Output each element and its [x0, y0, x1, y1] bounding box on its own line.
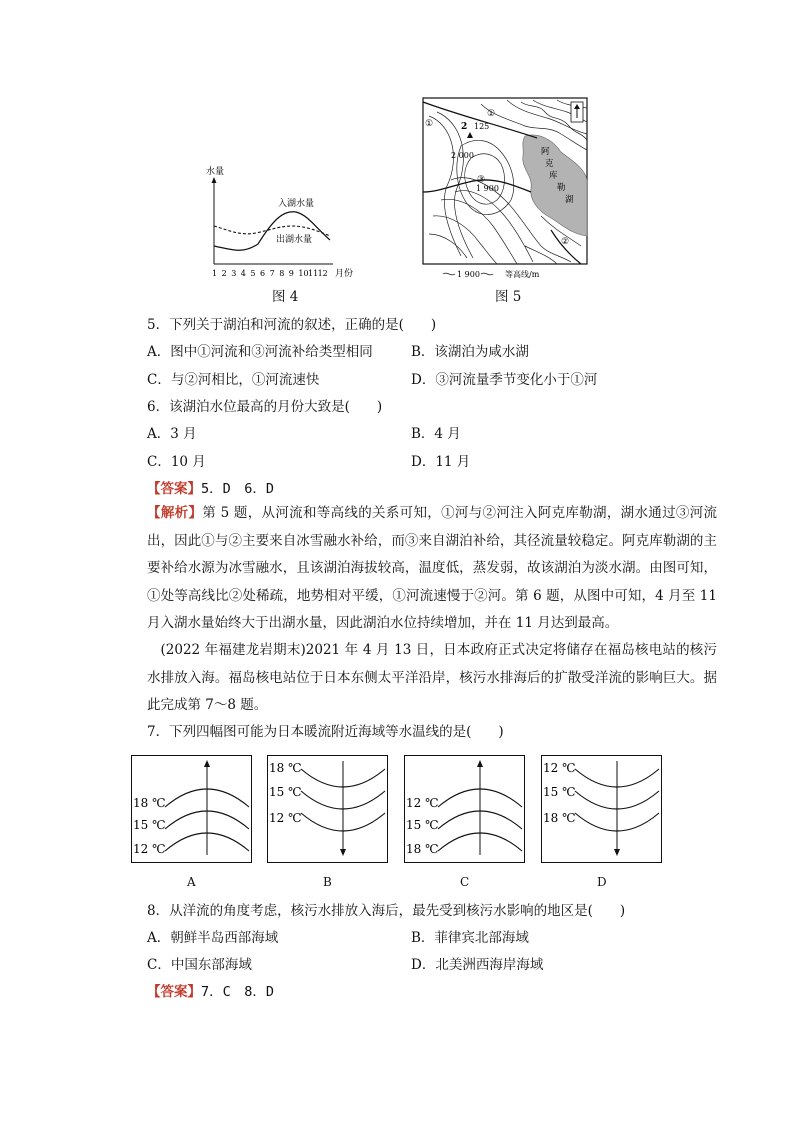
svg-text:库: 库	[549, 171, 558, 181]
river-3-label: ③	[477, 175, 486, 185]
panel-letter-a: A	[187, 875, 196, 889]
isotherm-label: 15 ℃	[543, 785, 576, 799]
q8-option-a: A．朝鲜半岛西部海域	[147, 930, 279, 946]
material-paragraph: (2022 年福建龙岩期末)2021 年 4 月 13 日，日本政府正式决定将储存在福岛核电站的核污水排放入海。福岛核电站位于日本东侧太平洋沿岸，核污水排海后的扩散受洋流的影响巨大。据此完成第 7～8 题。	[147, 642, 717, 713]
q6-option-c: C．10 月	[147, 454, 206, 470]
analysis-text: 第 5 题，从河流和等高线的关系可知，①河与②河注入阿克库勒湖，湖水通过③河流出，因此①与②主要来自冰雪融水补给，而③来自湖泊补给，其径流量较稳定。阿克库勒湖的主要补给水源为冰雪融水，且该湖泊海拔较高，温度低，蒸发弱，故该湖泊为淡水湖。由图可知，①处等高线比②处稀疏，地势相对平缓，①河流速慢于②河。第 6 题，从图中可知，4 月至 11 月入湖水量始终大于出湖水量，因此湖泊水位持续增加，并在 11 月达到最高。	[147, 505, 718, 631]
isotherm-label: 15 ℃	[269, 785, 302, 799]
q5-option-a: A．图中①河流和③河流补给类型相同	[147, 344, 373, 360]
panel-letter-d: D	[597, 875, 607, 889]
isotherm-label: 18 ℃	[269, 761, 302, 775]
figure-4-chart	[198, 160, 368, 282]
q5-option-b: B．该湖泊为咸水湖	[411, 344, 529, 360]
month-tick-5: 5	[250, 269, 256, 278]
answer-tag: 【答案】	[147, 984, 201, 1000]
month-tick-12: 12	[317, 269, 328, 278]
panel-letter-c: C	[460, 875, 470, 889]
month-tick-11: 11	[308, 269, 319, 278]
answer-text: 7．C 8．D	[201, 984, 275, 1000]
contour-1900-label: 1 900	[476, 184, 499, 193]
q5-stem: 5．下列关于湖泊和河流的叙述，正确的是( )	[147, 317, 437, 333]
q8-option-b: B．菲律宾北部海域	[411, 930, 529, 946]
answer-tag: 【答案】	[147, 481, 201, 497]
isotherm-label: 12 ℃	[543, 761, 576, 775]
q8-option-c: C．中国东部海域	[147, 957, 252, 973]
inflow-curve	[214, 212, 330, 251]
isotherm-label: 12 ℃	[269, 811, 302, 825]
isotherm-label: 12 ℃	[133, 842, 166, 856]
legend-text: 等高线/m	[505, 270, 540, 279]
month-tick-1: 1	[212, 269, 218, 278]
month-tick-6: 6	[260, 269, 266, 278]
q6-option-d: D．11 月	[411, 454, 471, 470]
analysis-tag: 【解析】	[147, 505, 203, 521]
q5-option-d: D．③河流量季节变化小于①河	[411, 372, 598, 388]
svg-text:克: 克	[545, 159, 554, 169]
q5-option-c: C．与②河相比，①河流速快	[147, 372, 320, 388]
isotherm-label: 15 ℃	[133, 818, 166, 832]
svg-text:湖: 湖	[565, 195, 574, 205]
q6-stem: 6．该湖泊水位最高的月份大致是( )	[147, 399, 383, 415]
outflow-curve	[214, 226, 330, 236]
river-1-label: ①	[487, 109, 496, 119]
isotherm-label: 18 ℃	[543, 811, 576, 825]
outflow-label: 出湖水量	[276, 235, 313, 245]
q8-stem: 8．从洋流的角度考虑，核污水排放入海后，最先受到核污水影响的地区是( )	[147, 903, 626, 919]
answer-text: 5．D 6．D	[201, 481, 275, 497]
month-tick-labels	[212, 269, 328, 278]
isotherm-label: 12 ℃	[406, 796, 439, 810]
peak-prefix: 2	[461, 122, 468, 132]
isotherm-panel-d	[541, 755, 662, 863]
river-1-label-left: ①	[425, 119, 434, 129]
river-2-label: ②	[561, 237, 570, 247]
month-tick-9: 9	[288, 269, 294, 278]
isotherm-label: 18 ℃	[406, 842, 439, 856]
q6-option-b: B．4 月	[411, 426, 461, 442]
month-tick-4: 4	[240, 269, 246, 278]
isotherm-panel-b	[267, 755, 388, 863]
contour-2000-label: 2 000	[451, 151, 474, 160]
svg-text:勒: 勒	[557, 183, 566, 193]
month-tick-2: 2	[221, 269, 227, 278]
isotherm-panel-c	[404, 755, 525, 863]
fig4-caption: 图 4	[272, 289, 299, 305]
legend-line-value: 1 900	[457, 270, 480, 279]
analysis-paragraph	[147, 500, 717, 638]
fig5-caption: 图 5	[495, 289, 522, 305]
q8-option-d: D．北美洲西海岸海域	[411, 957, 544, 973]
figure-5-map	[421, 96, 591, 282]
q7-stem: 7．下列四幅图可能为日本暖流附近海域等水温线的是( )	[147, 724, 504, 740]
isotherm-label: 15 ℃	[406, 818, 439, 832]
fig4-ylabel: 水量	[206, 167, 225, 177]
month-tick-10: 10	[298, 269, 309, 278]
svg-text:阿: 阿	[541, 147, 550, 157]
month-tick-8: 8	[279, 269, 285, 278]
month-tick-7: 7	[269, 269, 275, 278]
month-tick-3: 3	[231, 269, 237, 278]
q6-option-a: A．3 月	[147, 426, 197, 442]
answer-5-6	[147, 480, 274, 498]
panel-letter-b: B	[323, 875, 332, 889]
peak-value: 125	[474, 122, 490, 131]
isotherm-panel-a	[131, 755, 252, 863]
isotherm-label: 18 ℃	[133, 796, 166, 810]
fig4-xlabel: 月份	[335, 269, 354, 279]
answer-7-8	[147, 983, 274, 1001]
inflow-label: 入湖水量	[278, 199, 315, 209]
